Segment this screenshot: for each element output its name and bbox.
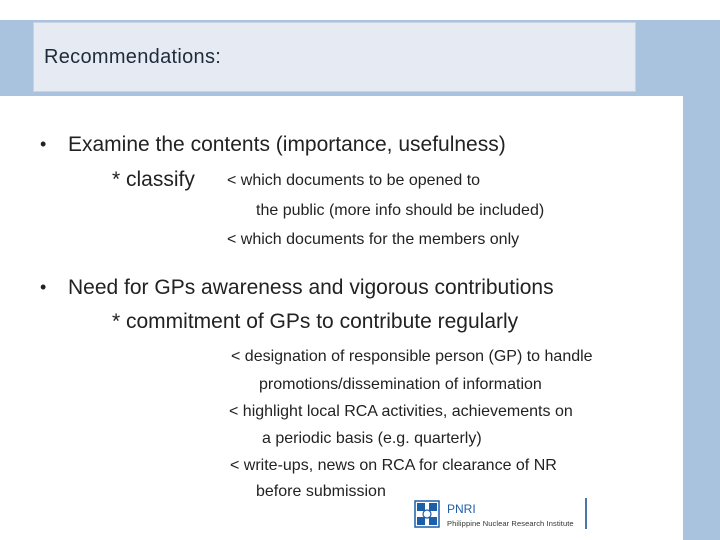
bullet-2-sub: * commitment of GPs to contribute regularly (112, 310, 519, 333)
logo-name: PNRI (447, 502, 476, 516)
bullet-2-item-4: a periodic basis (e.g. quarterly) (262, 430, 482, 447)
logo-subtitle: Philippine Nuclear Research Institute (447, 519, 574, 528)
bullet-1-sub: * classify (112, 168, 195, 191)
bullet-2-item-3: < highlight local RCA activities, achievements on (229, 403, 573, 420)
bullet-1-glyph: • (40, 134, 47, 154)
footer-divider (585, 498, 587, 529)
bullet-2-item-6: before submission (256, 483, 386, 500)
pnri-logo-icon (414, 499, 440, 529)
header-top-strip (0, 0, 720, 20)
bullet-2-item-1: < designation of responsible person (GP) to handle (231, 348, 593, 365)
bullet-1-item-3: < which documents for the members only (227, 231, 520, 248)
bullet-1-text: Examine the contents (importance, usefulness) (68, 133, 506, 156)
bullet-1-item-1: < which documents to be opened to (227, 172, 481, 189)
slide-title: Recommendations: (44, 46, 222, 68)
bullet-1-item-2: the public (more info should be included) (256, 202, 545, 219)
bullet-2-glyph: • (40, 277, 47, 297)
bullet-2-item-5: < write-ups, news on RCA for clearance of NR (230, 457, 557, 474)
bullet-2-text: Need for GPs awareness and vigorous contributions (68, 276, 554, 299)
right-side-bar (683, 96, 720, 540)
right-side-bar-top (683, 0, 720, 20)
bullet-2-item-2: promotions/dissemination of information (259, 376, 542, 393)
